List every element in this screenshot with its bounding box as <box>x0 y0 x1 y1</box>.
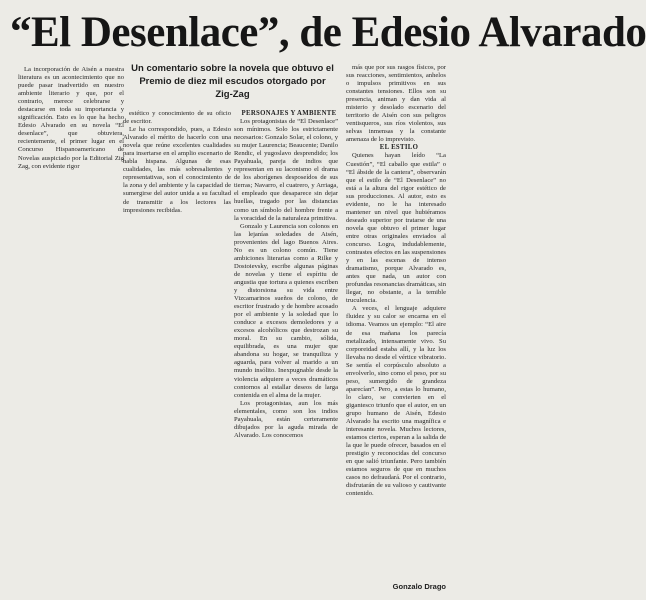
article-column-4 <box>346 64 446 529</box>
paragraph: Le ha correspondido, pues, a Edesio Alvarado el mérito de hacerlo con una novela que reúne excelentes cualidades para insertarse en el amplio escenario de habla hispana. Algunas de esas cualidades, las más sobresalientes y representativas, son el conocimiento de la zona y del ambiente y la capacidad de sumergirse del autor unida a su facultad de transmitir a los lectores las impresiones recibidas. <box>123 126 231 214</box>
article-headline: “El Desenlace”, de Edesio Alvarado <box>10 9 646 56</box>
article-subhead: Un comentario sobre la novela que obtuvo el Premio de diez mil escudos otorgado por Zig-Zag <box>131 63 334 100</box>
paragraph: La incorporación de Aisén a nuestra literatura es un acontecimiento que no puede pasar inadvertido en nuestro ambiente literario y que, por el contrario, merece celebrarse y destacarse en toda su importancia y significación. Esto es lo que ha hecho Edesio Alvarado en su novela “El desenlace”, que obtuviera, recientemente, el primer lugar en el Concurso Hispanoamericano de Novelas auspiciado por la Editorial Zig Zag, con evidente rigor <box>18 66 124 170</box>
paragraph: Quienes hayan leído “La Cuestión”, “El caballo que estila” o “El ábside de la cantera”, observarán que el estilo de “El Desenlace” no está a la altura del rigor estético de sus producciones. Al autor, esto es evidente, no le ha interesado mantener un nivel que hubiéramos deseado superior por tratarse de una novela que obtuvo el primer lugar entre otras originales enviados al concurso. Logra, indudablemente, contrastes efectos en las suspensiones y en las escenas de intenso dramatismo, porque Alvarado es, antes que nada, un autor con profundas resonancias dramáticas, sin llegar, no obstante, a la temible truculencia. <box>346 152 446 305</box>
article-column-2 <box>123 110 231 225</box>
paragraph: Los protagonistas de “El Desenlace” son mínimos. Solo los estrictamente necesarios: Gonzalo Solar, el colono, y su mujer Laurencia; Beaucente; Danilo Rendic, el yugoslavo desprendido; los Payahuala, pareja de indios que representan en su laconismo el drama de los aborígenes desposeídos de sus tierras; Navarro, el cuatrero, y Arriaga, el empleado que desaparece sin dejar huellas, tragado por las distancias como un símbolo del hombre frente a la voracidad de la naturaleza primitiva. <box>234 118 338 222</box>
section-subtitle-personajes: PERSONAJES Y AMBIENTE <box>241 110 337 117</box>
article-column-1 <box>18 66 124 218</box>
section-subtitle-estilo: EL ESTILO <box>379 144 419 152</box>
article-column-3 <box>234 110 338 530</box>
paragraph: Gonzalo y Laurencia son colonos en las lejanías soledades de Aisén, provenientes del lago Buenos Aires. No es un colono común. Tiene ambiciones literarias como a Rilke y Dostoievsky, escribe algunas páginas de novelas y tiene el espíritu de angustia que tortura a quienes escriben y distorsiona su vida entre Vizcamarinos sueños de colono, de escritor frustrado y de hombre acosado por el ambiente y la soledad que lo conduce a excesos demoledores y a excesos alcohólicos que destrozan su moral. En su cambio, sólida, equilibrada, es una mujer que abandona su hogar, se tranquiliza y aguarda, para volver al marido a un mundo insólito. Inexpugnable desde la violencia adquiere a veces dramáticos contornos al estallar deseos de larga contenida en el alma de la mujer. <box>234 222 338 399</box>
paragraph: más que por sus rasgos físicos, por sus reacciones, sentimientos, anhelos o impulsos primitivos en sus constantes tensiones. Ellos son su presencia, animan y dan vida al misterio y desolado escenario del territorio de Aisén con sus peligros ventisqueros, sus ríos violentos, sus selvas inmensas y la constante amenaza de lo imprevisto. <box>346 64 446 144</box>
paragraph: estético y conocimiento de su oficio de escritor. <box>123 110 231 126</box>
author-signature: Gonzalo Drago <box>392 582 446 591</box>
paragraph: A veces, el lenguaje adquiere fluidez y su calor se encarna en el idioma. Veamos un ejemplo: “El aire de esa mañana los parecía metalizado, intensamente vivo. Su corporeidad estaba allí, y la luz los llevaba no desde el vértice vibratorio. Se sentía el corpúsculo absoluto a envolverlo, sino como el peso, por su peso, sumergido de grandeza aparecían”. Pero, a estas lo humano, lo claro, se convierten en el gigantesco triunfo que el autor, en un grupo humano de Aisén, Edesio Alvarado ha escrito una magnífica e interesante novela. Muchos lectores, estamos ciertos, esperan a la salida de la que le puede ofrecer, basados en el prestigio y reconocidas del concurso en que salió triunfante. Pero también estamos seguros de que en muchos casos no defraudará. Por el contrario, disfrutarán de su valioso y cautivante contenido. <box>346 305 446 498</box>
paragraph: Los protagonistas, aun los más elementales, como son los indios Payahuala, están certeramente dibujados por la aguda mirada de Alvarado. Los conocemos <box>234 399 338 439</box>
